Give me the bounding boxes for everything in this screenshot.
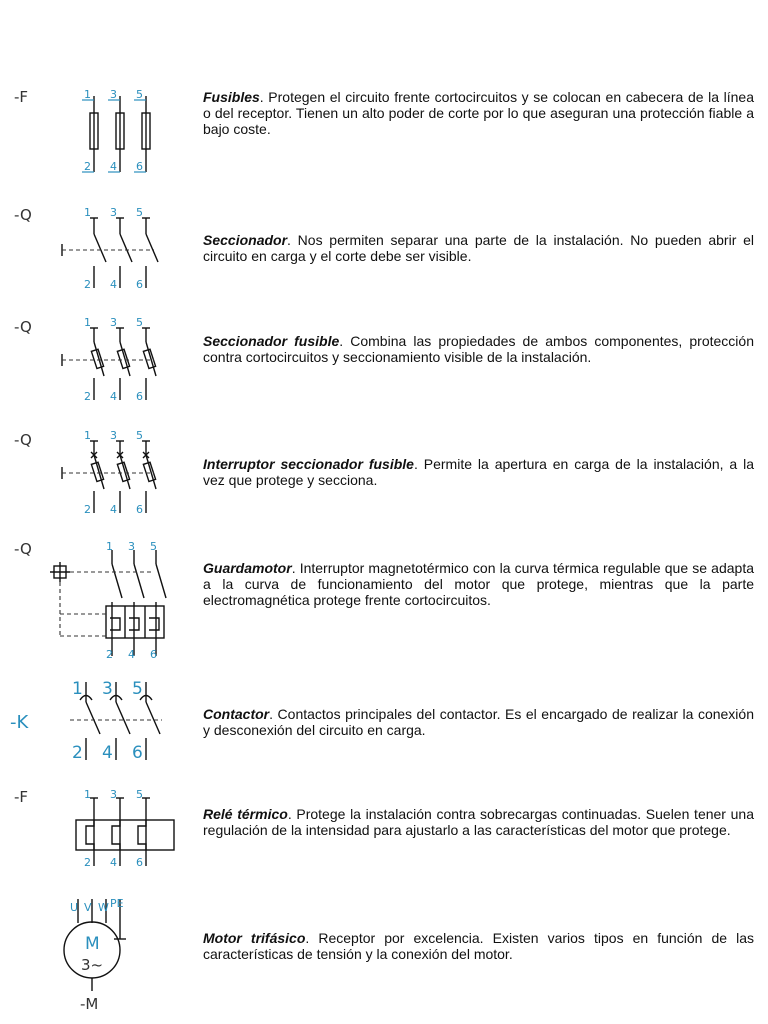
svg-text:6: 6 <box>132 743 143 763</box>
svg-text:V: V <box>84 901 92 914</box>
symbol-tag: -F <box>14 88 29 106</box>
svg-text:2: 2 <box>84 390 91 403</box>
svg-text:2: 2 <box>72 743 83 763</box>
svg-text:-Q: -Q <box>14 540 32 558</box>
svg-text:2: 2 <box>84 278 91 291</box>
svg-text:3: 3 <box>110 316 117 329</box>
svg-text:2: 2 <box>106 648 113 661</box>
svg-text:3: 3 <box>110 88 117 101</box>
svg-text:-Q: -Q <box>14 318 32 336</box>
svg-text:6: 6 <box>136 856 143 869</box>
motor-trifasico-description: Motor trifásico. Receptor por excelencia. Existen varios tipos en función de las características de tensión y la conexión del motor. <box>203 930 754 963</box>
svg-text:5: 5 <box>136 316 143 329</box>
svg-text:5: 5 <box>132 679 143 699</box>
rele-termico-description: Relé térmico. Protege la instalación contra sobrecargas continuadas. Suelen tener una regulación de la intensidad para ajustarlo a las características del motor que protege. <box>203 806 754 839</box>
svg-text:1: 1 <box>84 429 91 442</box>
svg-text:-Q: -Q <box>14 431 32 449</box>
svg-text:5: 5 <box>136 88 143 101</box>
svg-text:-F: -F <box>14 788 29 806</box>
svg-text:6: 6 <box>136 503 143 516</box>
svg-text:2: 2 <box>84 856 91 869</box>
svg-text:5: 5 <box>136 429 143 442</box>
svg-text:4: 4 <box>110 278 117 291</box>
svg-text:5: 5 <box>136 206 143 219</box>
fuse-disconnector-symbol <box>14 312 174 412</box>
svg-text:4: 4 <box>110 390 117 403</box>
svg-text:-M: -M <box>80 995 99 1013</box>
svg-text:-Q: -Q <box>14 206 32 224</box>
disconnector-symbol <box>14 200 174 300</box>
svg-text:1: 1 <box>84 316 91 329</box>
svg-text:M: M <box>85 934 100 954</box>
svg-text:3: 3 <box>102 679 113 699</box>
svg-text:W: W <box>98 901 109 914</box>
thermal-relay-symbol <box>14 790 174 875</box>
fuse-symbol <box>14 88 174 183</box>
interruptor-description: Interruptor seccionador fusible. Permite la apertura en carga de la instalación, a la vez que protege y secciona. <box>203 456 754 489</box>
svg-text:4: 4 <box>128 648 135 661</box>
svg-text:4: 4 <box>110 160 117 173</box>
svg-text:6: 6 <box>136 160 143 173</box>
seccionador-fusible-description: Seccionador fusible. Combina las propiedades de ambos componentes, protección contra cortocircuitos y seccionamiento visible de la instalación. <box>203 333 754 366</box>
svg-text:1: 1 <box>84 788 91 801</box>
seccionador-description: Seccionador. Nos permiten separar una parte de la instalación. No pueden abrir el circuito en carga y el corte debe ser visible. <box>203 232 754 265</box>
svg-text:4: 4 <box>102 743 113 763</box>
svg-text:4: 4 <box>110 856 117 869</box>
svg-text:-K: -K <box>10 712 29 733</box>
switch-fuse-disconnector-symbol <box>14 425 174 525</box>
svg-text:2: 2 <box>84 160 91 173</box>
guardamotor-description: Guardamotor. Interruptor magnetotérmico con la curva térmica regulable que se adapta a la curva de funcionamiento del motor que protege, mientras que la parte electromagnética protege frente cortocircuitos. <box>203 560 754 609</box>
svg-text:1: 1 <box>106 540 113 553</box>
svg-text:6: 6 <box>150 648 157 661</box>
svg-text:1: 1 <box>84 206 91 219</box>
svg-text:3: 3 <box>110 206 117 219</box>
svg-text:3: 3 <box>128 540 135 553</box>
svg-text:4: 4 <box>110 503 117 516</box>
three-phase-motor-symbol <box>14 893 174 1013</box>
svg-text:1: 1 <box>72 679 83 699</box>
svg-text:6: 6 <box>136 390 143 403</box>
motor-protector-symbol <box>14 540 174 665</box>
fusibles-description: Fusibles. Protegen el circuito frente cortocircuitos y se colocan en cabecera de la línea o del receptor. Tienen un alto poder de corte por lo que aseguran una protección fiable a bajo coste. <box>203 89 754 138</box>
svg-text:3~: 3~ <box>81 956 104 974</box>
svg-text:U: U <box>70 901 79 914</box>
svg-text:6: 6 <box>136 278 143 291</box>
svg-text:5: 5 <box>136 788 143 801</box>
svg-text:3: 3 <box>110 429 117 442</box>
svg-text:2: 2 <box>84 503 91 516</box>
svg-text:PE: PE <box>110 897 124 910</box>
svg-text:3: 3 <box>110 788 117 801</box>
svg-text:1: 1 <box>84 88 91 101</box>
contactor-description: Contactor. Contactos principales del contactor. Es el encargado de realizar la conexión y desconexión del circuito en carga. <box>203 706 754 739</box>
svg-text:5: 5 <box>150 540 157 553</box>
contactor-symbol <box>10 672 174 772</box>
